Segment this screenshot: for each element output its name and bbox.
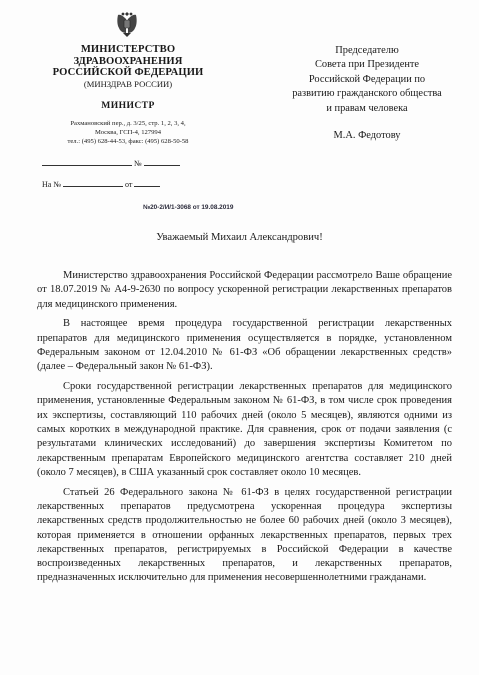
ministry-name-line: РОССИЙСКОЙ ФЕДЕРАЦИИ [52, 67, 204, 79]
address-line: Рахмановский пер., д. 3/25, стр. 1, 2, 3, 4, [70, 119, 186, 127]
addressee-line: развитию гражданского общества [292, 88, 442, 100]
from-label: от [124, 180, 133, 189]
addressee-line: Российской Федерации по [308, 73, 426, 85]
greeting: Уважаемый Михаил Александрович! [156, 232, 323, 243]
outgoing-number-line [42, 157, 180, 169]
addressee-line: и правам человека [326, 102, 408, 114]
reference-line [42, 178, 160, 190]
body-paragraph: Статьей 26 Федерального закона № 61-ФЗ в целях государственной регистрации лекарственных препаратов предусмотрена ускоренная процедура экспертизы лекарственных средств продолжительностью не более 60 рабочих дней (около 3 месяцев), которая применяется в отношении орфанных лекарственных препаратов, первых трех лекарственных препаратов, регистрируемых в Российской Федерации в качестве воспроизведенных лекарственных препаратов, и лекарственных препаратов, предназначенных исключительно для применения несовершеннолетними гражданами. [37, 486, 452, 584]
ref-blank [63, 178, 123, 187]
number-blank [42, 157, 132, 166]
registration-stamp: №20-2/И/1-3068 от 19.08.2019 [143, 204, 234, 211]
ref-label: На № [42, 180, 61, 189]
ministry-name-line: МИНИСТЕРСТВО [80, 44, 176, 55]
body-paragraph: В настоящее время процедура государственной регистрации лекарственных препаратов для медицинского применения осуществляется в порядке, установленном Федеральным законом от 12.04.2010 № 61-ФЗ «Об обращении лекарственных средств» (далее – Федеральный закон № 61-ФЗ). [37, 318, 452, 373]
ministry-address [40, 119, 216, 147]
ministry-header [40, 44, 216, 146]
letter-body [37, 269, 452, 586]
number-blank [144, 157, 180, 166]
addressee-block [292, 44, 442, 143]
number-label: № [134, 159, 142, 168]
coat-of-arms-icon [114, 9, 140, 39]
body-paragraph: Сроки государственной регистрации лекарственных препаратов для медицинского применения, установленные Федеральным законом № 61-ФЗ, в том числе срок проведения их экспертизы, составляющий 110 рабочих дней (около 5 месяцев), являются одними из самых коротких в международной практике. Для сравнения, срок от подачи заявления (с результатами клинических исследований) до завершения экспертизы Комитетом по лекарственным препаратам Европейского медицинского агентства составляет 210 дней (около 7 месяцев), в США указанный срок составляет около 10 месяцев. [37, 381, 452, 478]
addressee-line: Совета при Президенте [314, 59, 420, 71]
addressee-name: М.А. Федотову [333, 130, 401, 142]
address-line: Москва, ГСП-4, 127994 [95, 128, 161, 136]
body-paragraph: Министерство здравоохранения Российской Федерации рассмотрело Ваше обращение от 18.07.2019 № А4-9-2630 по вопросу ускоренной регистрации лекарственных препаратов для медицинского применения. [37, 270, 452, 310]
ministry-short-name: (МИНЗДРАВ РОССИИ) [83, 78, 173, 89]
ministry-name-line: ЗДРАВООХРАНЕНИЯ [73, 55, 183, 67]
date-blank [134, 178, 160, 187]
address-line: тел.: (495) 628-44-53, факс: (495) 628-50-58 [67, 138, 189, 146]
addressee-line: Председателю [335, 45, 399, 56]
minister-title: МИНИСТР [101, 99, 155, 111]
